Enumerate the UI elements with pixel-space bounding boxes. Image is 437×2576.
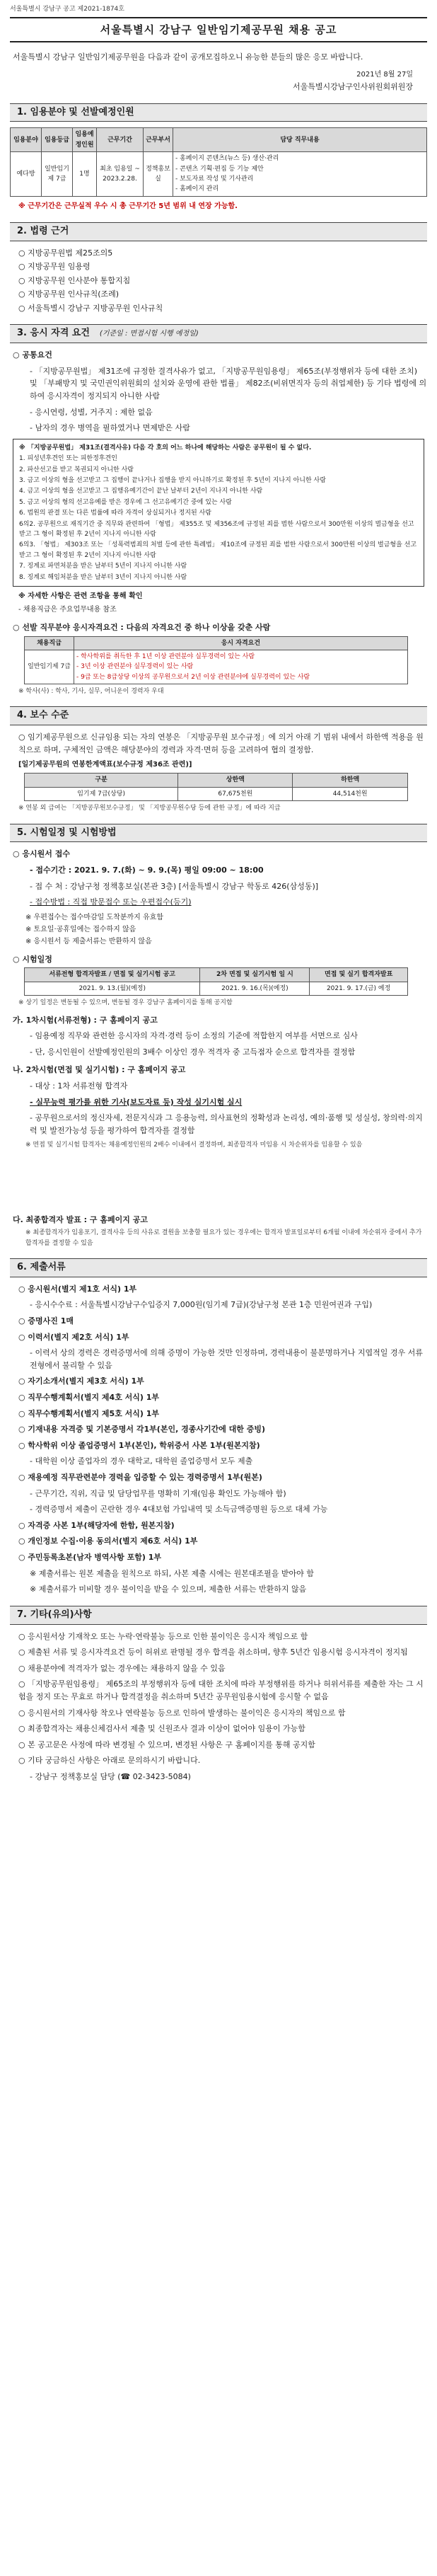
documents-list bbox=[10, 1283, 427, 1596]
law-item: ○ 지방공무원 인사분야 통합지침 bbox=[18, 275, 131, 285]
notice-number: 서울특별시 강남구 공고 제2021-1874호 bbox=[10, 6, 124, 13]
application-item: - 접수기간 : 2021. 9. 7.(화) ~ 9. 9.(목) 평일 09:00 ~ 18:00 bbox=[30, 866, 264, 875]
position-table-header bbox=[11, 128, 427, 152]
document-item: ○ 개인정보 수집·이용 동의서(별지 제6호 서식) 1부 bbox=[18, 1536, 198, 1546]
document-item: - 경력증명서 제출이 곤란한 경우 4대보험 가입내역 및 소득금액증명원 등으로 대체 가능 bbox=[30, 1505, 328, 1514]
title-box bbox=[10, 17, 427, 42]
col-header: 임용등급 bbox=[42, 128, 73, 152]
box-line: 4. 금고 이상의 형을 선고받고 그 집행유예기간이 끝난 날부터 2년이 지나지 아니한 사람 bbox=[19, 488, 263, 495]
document-item: - 근무기간, 직위, 직급 및 담당업무를 명확히 기재(임용 확인도 가능해야 함) bbox=[30, 1488, 286, 1498]
document-item: ○ 학사학위 이상 졸업증명서 1부(본인), 학위증서 사본 1부(원본지참) bbox=[18, 1440, 260, 1450]
document-item: - 이력서 상의 경력은 경력증명서에 의해 증명이 가능한 것만 인정하며, 경력내용이 불분명하거나 지엽적일 경우 서류전형에서 불리할 수 있음 bbox=[30, 1348, 423, 1370]
stage-2-note: ※ 면접 및 실기시험 합격자는 채용예정인원의 2배수 이내에서 결정하며, 최종합격자 미임용 시 차순위자를 임용할 수 있음 bbox=[25, 1142, 363, 1149]
stage-1-item: - 임용예정 직무와 관련한 응시자의 자격·경력 등이 소정의 기준에 적합한지 여부를 서면으로 심사 bbox=[30, 1031, 358, 1041]
box-line: 2. 파산선고를 받고 복권되지 아니한 사람 bbox=[19, 466, 134, 473]
col-header: 근무기간 bbox=[97, 128, 144, 152]
salary-paragraph: ○ 임기제공무원으로 신규임용 되는 자의 연봉은 「지방공무원 보수규정」에 의거 아래 기 범위 내에서 하한액 적용을 원칙으로 하며, 구체적인 금액은 해당분야의 경력과 자격·면허 등을 고려하여 협의 결정함. bbox=[18, 732, 424, 754]
intro-paragraph: 서울특별시 강남구 일반임기제공무원을 다음과 같이 공개모집하오니 유능한 분들의 많은 응모 바랍니다. bbox=[13, 52, 363, 62]
schedule-table bbox=[24, 967, 408, 996]
document-item: - 응시수수료 : 서울특별시강남구수입증지 7,000원(임기제 7급)(강남구청 본관 1층 민원여권과 구입) bbox=[30, 1300, 373, 1310]
application-note: ※ 응시원서 등 제출서류는 반환하지 않음 bbox=[25, 937, 152, 945]
section-2-title: 2. 법령 근거 bbox=[17, 225, 69, 236]
page-title: 서울특별시 강남구 일반임기제공무원 채용 공고 bbox=[100, 23, 337, 37]
schedule-cell: 2021. 9. 16.(목)(예정) bbox=[200, 982, 310, 995]
stage-1-item: - 단, 응시인원이 선발예정인원의 3배수 이상인 경우 적격자 중 고득점자 순으로 합격자를 결정함 bbox=[30, 1047, 356, 1057]
note-item: ○ 최종합격자는 채용신체검사서 제출 및 신원조사 결과 이상이 없어야 임용이 가능함 bbox=[18, 1724, 305, 1734]
note-item: ○ 기타 궁금하신 사항은 아래로 문의하시기 바랍니다. bbox=[18, 1756, 201, 1766]
count-cell: 1명 bbox=[73, 152, 97, 197]
application-item: - 접수방법 : 직접 방문접수 또는 우편접수(등기) bbox=[30, 897, 192, 907]
document-item: ○ 재용예정 직무관련분야 경력을 입증할 수 있는 경력증명서 1부(원본) bbox=[18, 1473, 262, 1482]
box-line: 3. 금고 이상의 형을 선고받고 그 집행이 끝나거나 집행을 받지 아니하기로 확정된 후 5년이 지나지 아니한 사람 bbox=[19, 477, 326, 485]
col-header: 구분 bbox=[25, 774, 178, 787]
col-header: 서류전형 합격자발표 / 면접 및 실기시험 공고 bbox=[25, 968, 200, 982]
duty-item: - 콘텐츠 기획·편집 등 기능 제안 bbox=[175, 165, 264, 173]
document-item: ※ 제출서류가 미비할 경우 불이익을 받을 수 있으며, 제출한 서류는 반환하지 않음 bbox=[30, 1585, 307, 1594]
table-row bbox=[25, 787, 408, 800]
salary-min-cell: 44,514천원 bbox=[293, 787, 407, 800]
req-note: ※ 학사(사) : 학사, 기사, 실무, 어니운이 경력자 우대 bbox=[18, 688, 164, 696]
document-item: ○ 자격증 사본 1부(해당자에 한함, 원본지참) bbox=[18, 1520, 175, 1530]
requirement-table-header bbox=[25, 636, 408, 650]
section-3-heading bbox=[10, 324, 427, 343]
box-line: 8. 징계로 해임처분을 받은 날부터 3년이 지나지 아니한 사람 bbox=[19, 573, 187, 581]
document-item: ○ 증명사진 1매 bbox=[18, 1316, 74, 1326]
notes-list bbox=[10, 1631, 427, 1767]
col-header: 채용직급 bbox=[25, 636, 74, 650]
schedule-table-header bbox=[25, 968, 408, 982]
document-item: - 대학원 이상 졸업자의 경우 대학교, 대학원 졸업증명서 모두 제출 bbox=[30, 1456, 253, 1466]
req-item: - 9급 또는 8급상당 이상의 공무원으로서 2년 이상 관련분야에 실무경력이 있는 사람 bbox=[76, 673, 310, 681]
law-item: ○ 지방공무원 임용령 bbox=[18, 262, 91, 272]
box-line: 6의2. 공무원으로 재직기간 중 직무와 관련하여 「형법」 제355조 및 제356조에 규정된 죄를 범한 사람으로서 300만원 이상의 벌금형을 선고받고 그 형이 확정된 후 2년이 지나지 아니한 사람 bbox=[19, 520, 414, 538]
military-requirement: - 남자의 경우 병역을 필하였거나 면제받은 사람 bbox=[30, 423, 190, 433]
box-line: 1. 피성년후견인 또는 피한정후견인 bbox=[19, 455, 117, 463]
section-3-title: 3. 응시 자격 요건 bbox=[17, 328, 90, 339]
section-5-heading bbox=[10, 824, 427, 843]
col-header: 상한액 bbox=[178, 774, 293, 787]
select-requirements-heading: ○ 선발 직무분야 응시자격요건 : 다음의 자격요건 중 하나 이상을 갖춘 사람 bbox=[13, 622, 271, 632]
req-item: - 학사학위를 취득한 후 1년 이상 관련분야 실무경력이 있는 사람 bbox=[76, 652, 255, 660]
document-item: ※ 제출서류는 원본 제출을 원칙으로 하되, 사본 제출 시에는 원본대조필을 받아야 함 bbox=[30, 1568, 314, 1578]
note-item: ○ 「지방공무원임용령」 제65조의 부정행위자 등에 대한 조치에 따라 부정행위를 하거나 허위서류를 제출한 자는 그 시험을 정지 또는 무효로 하거나 합격결정을 취소하며 5년간 공무원임용시험에 응시할 수 없음 bbox=[18, 1679, 424, 1701]
salary-table-caption: [일기제공무원의 연봉한계액표(보수규정 제36조 관련)] bbox=[18, 761, 192, 769]
note-item: ○ 제출된 서류 및 응시자격요건 등이 허위로 판명될 경우 합격을 취소하며, 향후 5년간 임용시험 응시자격이 정지됨 bbox=[18, 1648, 408, 1657]
table-row bbox=[25, 650, 408, 684]
duty-item: - 홍페이지 콘텐츠(뉴스 등) 생산·관리 bbox=[175, 155, 279, 163]
section-4-heading bbox=[10, 706, 427, 725]
grade-cell: 일반임기제 7급 bbox=[42, 152, 73, 197]
position-table bbox=[10, 127, 427, 196]
col-header: 하한액 bbox=[293, 774, 407, 787]
application-note: ※ 우편접수는 접수마감일 도착분까지 유효함 bbox=[25, 913, 163, 921]
term-warning: ※ 근무기간은 근무실적 우수 시 총 근무기간 5년 범위 내 연장 가능함. bbox=[18, 202, 238, 210]
col-header: 2차 면접 및 실기시험 일 시 bbox=[200, 968, 310, 982]
notice-date: 2021년 8월 27일 bbox=[356, 70, 413, 79]
grade-note: - 채용직급은 주요업무내용 참조 bbox=[18, 605, 117, 614]
table-row bbox=[11, 152, 427, 197]
document-item: ○ 직무수행계획서(별지 제5호 서식) 1부 bbox=[18, 1408, 160, 1418]
document-item: ○ 직무수행계획서(별지 제4호 서식) 1부 bbox=[18, 1393, 160, 1403]
section-4-title: 4. 보수 수준 bbox=[17, 710, 69, 721]
requirement-table bbox=[24, 636, 408, 685]
salary-note: ※ 연봉 외 급여는 「지방공무원보수규정」 및 「지방공무원수당 등에 관한 규정」에 따라 지급 bbox=[18, 805, 281, 812]
application-note: ※ 토요일·공휴일에는 접수하지 않음 bbox=[25, 925, 136, 933]
stage-2-item: - 대상 : 1차 서류전형 합격자 bbox=[30, 1081, 128, 1091]
table-row bbox=[25, 982, 408, 995]
section-6-heading bbox=[10, 1258, 427, 1277]
application-heading: ○ 응시원서 접수 bbox=[13, 849, 71, 859]
col-header: 면접 및 실기 합격자발표 bbox=[310, 968, 407, 982]
box-line: 5. 금고 이상의 형의 선고유예를 받은 경우에 그 선고유예기간 중에 있는 사람 bbox=[19, 498, 232, 506]
box-line: 7. 징계로 파면처분을 받은 날부터 5년이 지나지 아니한 사람 bbox=[19, 563, 187, 570]
schedule-cell: 2021. 9. 17.(금) 예정 bbox=[310, 982, 407, 995]
stage-1-heading: 가. 1차시험(서류전형) : 구 홈페이지 공고 bbox=[13, 1015, 158, 1025]
req-grade-cell: 일반임기제 7급 bbox=[25, 650, 74, 684]
salary-table bbox=[24, 773, 408, 801]
document-item: ○ 자기소개서(별지 제3호 서식) 1부 bbox=[18, 1376, 144, 1386]
salary-grade-cell: 임기제 7급(상당) bbox=[25, 787, 178, 800]
requirement-item: - 응시연령, 성별, 거주지 : 제한 없음 bbox=[30, 407, 153, 417]
box-line: 6. 법원의 판결 또는 다른 법률에 따라 자격이 상실되거나 정지된 사람 bbox=[19, 510, 211, 517]
stage-3-heading: 다. 최종합격자 발표 : 구 홈페이지 공고 bbox=[13, 1214, 148, 1224]
section-2-heading bbox=[10, 222, 427, 241]
col-header: 임용예정인원 bbox=[73, 128, 97, 152]
document-item: ○ 응시원서(별지 제1호 서식) 1부 bbox=[18, 1284, 137, 1294]
section-6-title: 6. 제출서류 bbox=[17, 1262, 66, 1273]
note-item: ○ 채용분야에 적격자가 없는 경우에는 채용하지 않을 수 있음 bbox=[18, 1663, 226, 1673]
law-item: ○ 지방공무원 인사규칙(조례) bbox=[18, 289, 120, 299]
schedule-note: ※ 상기 일정은 변동될 수 있으며, 변동될 경우 강남구 홈페이지를 통해 공지함 bbox=[18, 999, 233, 1007]
disqualification-box bbox=[13, 439, 424, 587]
note-item: ○ 본 공고문은 사정에 따라 변경될 수 있으며, 변경된 사항은 구 홈페이지를 통해 공지함 bbox=[18, 1740, 315, 1749]
contact-line: - 강남구 정책홍보실 담당 (☎ 02-3423-5084) bbox=[30, 1771, 191, 1781]
law-list bbox=[10, 247, 427, 315]
schedule-cell: 2021. 9. 13.(월)(예정) bbox=[25, 982, 200, 995]
field-cell: 예다방 bbox=[11, 152, 42, 197]
section-7-title: 7. 기타(유의)사항 bbox=[17, 1609, 92, 1620]
stage-2-item: - 공무원으로서의 정신자세, 전문지식과 그 응용능력, 의사표현의 정확성과 논리성, 예의·품행 및 성실성, 창의력·의지력 및 발전가능성 등을 평가하여 합격자를 결정함 bbox=[30, 1113, 423, 1135]
document-item: ○ 주민등록초본(남자 병역사항 포함) 1부 bbox=[18, 1552, 162, 1562]
application-item: - 접 수 처 : 강남구청 정책홍보실(본관 3층) [서울특별시 강남구 학동로 426(삼성동)] bbox=[30, 881, 319, 891]
document-item: ○ 기재내용 자격증 및 기본증명서 각1부(본인, 경종사기간에 대한 증빙) bbox=[18, 1425, 266, 1434]
age-note: ※ 자세한 사항은 관련 조항을 통해 확인 bbox=[18, 592, 143, 600]
note-item: ○ 응시원서상 기재착오 또는 누락·연락불능 등으로 인한 불이익은 응시자 책임으로 함 bbox=[18, 1631, 308, 1641]
col-header: 임용분야 bbox=[11, 128, 42, 152]
spacer bbox=[10, 1151, 427, 1208]
requirement-item: - 「지방공무원법」 제31조에 규정한 결격사유가 없고, 「지방공무원임용령」 제65조(부정행위자 등에 대한 조치) 및 「부패방지 및 국민권익위원회의 설치와 운영에 관한 법률」 제82조(비위면직자 등의 취업제한) 등 기타 법령에 의하여 응시자격이 정지되지 아니한 사람 bbox=[30, 366, 427, 401]
col-header: 담당 직무내용 bbox=[173, 128, 427, 152]
section-5-title: 5. 시험일정 및 시험방법 bbox=[17, 827, 117, 838]
issuer: 서울특별시강남구인사위원회위원장 bbox=[292, 81, 413, 91]
section-7-heading bbox=[10, 1606, 427, 1625]
dept-cell: 정책홍보실 bbox=[144, 152, 173, 197]
law-item: ○ 지방공무원법 제25조의5 bbox=[18, 248, 113, 258]
document-item: ○ 이력서(별지 제2호 서식) 1부 bbox=[18, 1332, 129, 1342]
section-3-note: (기준일 : 면접시험 시행 예정일) bbox=[99, 330, 199, 338]
salary-table-header bbox=[25, 774, 408, 787]
duties-cell bbox=[173, 152, 427, 197]
note-item: ○ 응시원서의 기재사항 착오나 연락불능 등으로 인하여 발생하는 불이익은 응시자의 책임으로 함 bbox=[18, 1708, 346, 1718]
period-cell: 최초 임용일 ~ 2023.2.28. bbox=[97, 152, 144, 197]
col-header: 근무부서 bbox=[144, 128, 173, 152]
col-header: 응시 자격요건 bbox=[74, 636, 408, 650]
duty-item: - 홈페이지 관리 bbox=[175, 185, 219, 193]
box-line: ※ 「지방공무원법」 제31조(결격사유) 다음 각 호의 어느 하나에 해당하는 사람은 공무원이 될 수 없다. bbox=[19, 444, 312, 452]
salary-max-cell: 67,675천원 bbox=[178, 787, 293, 800]
req-items-cell bbox=[74, 650, 408, 684]
stage-2-heading: 나. 2차시험(면접 및 실기시험) : 구 홈페이지 공고 bbox=[13, 1065, 186, 1075]
stage-2-item: - 실무능력 평가를 위한 기사(보도자료 등) 작성 실기시험 실시 bbox=[30, 1097, 243, 1107]
duty-item: - 보도자료 작성 및 기사관리 bbox=[175, 175, 254, 183]
schedule-heading: ○ 시험일정 bbox=[13, 954, 52, 964]
section-1-title: 1. 임용분야 및 선발예정인원 bbox=[17, 106, 134, 117]
req-item: - 3년 이상 관련분야 실무경력이 있는 사람 bbox=[76, 663, 194, 671]
common-requirements-heading: ○ 공통요건 bbox=[13, 350, 52, 360]
stage-3-note: ※ 최종합격자가 임용포기, 결격사유 등의 사유로 결원을 보충할 필요가 있는 경우에는 합격자 발표일로부터 6개월 이내에 차순위자 중에서 추가합격자를 결정할 수 있음 bbox=[25, 1229, 422, 1247]
box-line: 6의3. 「형법」 제303조 또는 「성폭력범죄의 처벌 등에 관한 특례법」 제10조에 규정된 죄를 범한 사람으로서 300만원 이상의 벌금형을 선고받고 그 형이 확정된 후 2년이 지나지 아니한 사람 bbox=[19, 541, 417, 559]
section-1-heading bbox=[10, 103, 427, 122]
law-item: ○ 서울특별시 강남구 지방공무원 인사규칙 bbox=[18, 303, 163, 313]
